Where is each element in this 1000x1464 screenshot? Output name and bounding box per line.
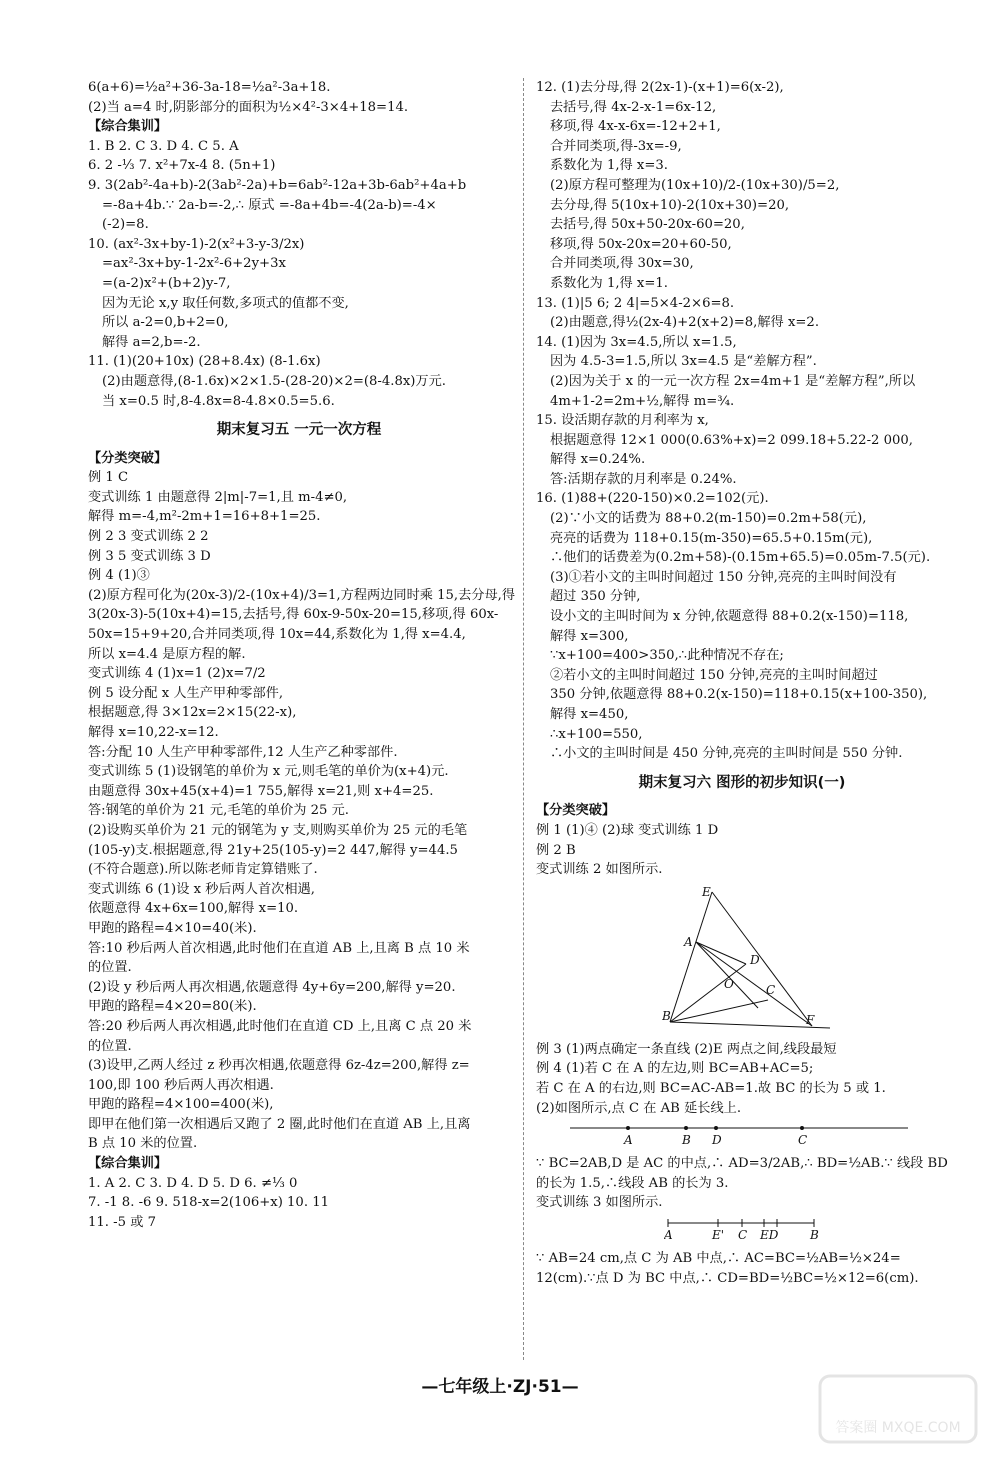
left-column <box>88 78 516 1232</box>
fig3-label-ed: ED <box>760 1227 779 1242</box>
text-line: ∴x+100=550, <box>550 726 643 742</box>
text-line: 的长为 1.5,∴线段 AB 的长为 3. <box>536 1175 729 1191</box>
text-line: 当 x=0.5 时,8-4.8x=8-4.8×0.5=5.6. <box>102 393 335 409</box>
fig1-label-b: B <box>662 1008 671 1023</box>
text-line: ∴他们的话费差为(0.2m+58)-(0.15m+65.5)=0.05m-7.5(元). <box>550 550 931 566</box>
text-line: 依题意得 4x+6x=100,解得 x=10. <box>88 901 299 917</box>
text-line: 变式训练 3 如图所示. <box>536 1195 663 1211</box>
text-line: 甲跑的路程=4×20=80(米). <box>88 999 257 1015</box>
text-line: 设小文的主叫时间为 x 分钟,依题意得 88+0.2(x-150)=118, <box>550 609 909 625</box>
text-line: 因为无论 x,y 取任何数,多项式的值都不变, <box>102 295 349 311</box>
text-line: 所以 x=4.4 是原方程的解. <box>88 646 246 662</box>
text-line: (2)由题意得,(8-1.6x)×2×1.5-(28-20)×2=(8-4.8x)万元. <box>102 373 446 389</box>
fig2-label-c: C <box>798 1133 808 1148</box>
text-line: 答:分配 10 人生产甲种零部件,12 人生产乙种零部件. <box>88 744 398 760</box>
svg-text:答案圈 MXQE.COM: 答案圈 MXQE.COM <box>835 1420 961 1436</box>
chapter-title: 期末复习六 图形的初步知识(一) <box>638 774 846 791</box>
fig1-label-o: O <box>724 976 734 991</box>
text-line: 解得 x=450, <box>550 707 629 722</box>
text-line: 去分母,得 5(10x+10)-2(10x+30)=20, <box>550 197 790 213</box>
text-line: 变式训练 1 由题意得 2|m|-7=1,且 m-4≠0, <box>88 489 348 505</box>
text-line: 根据题意,得 3×12x=2×15(22-x), <box>88 705 297 721</box>
fig1-label-e: E <box>702 884 711 899</box>
text-line: 9. 3(2ab²-4a+b)-2(3ab²-2a)+b=6ab²-12a+3b-6ab²+4a+b <box>88 177 467 193</box>
text-line: 3(20x-3)-5(10x+4)=15,去括号,得 60x-9-50x-20=15,移项,得 60x- <box>88 607 499 623</box>
text-line: 1. B 2. C 3. D 4. C 5. A <box>88 138 239 154</box>
text-line: ∵ BC=2AB,D 是 AC 的中点,∴ AD=3/2AB,∴ BD=½AB.∵ 线段 BD <box>536 1156 948 1172</box>
text-line: 所以 a-2=0,b+2=0, <box>102 315 229 331</box>
text-line: 50x=15+9+20,合并同类项,得 10x=44,系数化为 1,得 x=4.4, <box>88 627 466 643</box>
fig2-label-d: D <box>712 1133 722 1148</box>
text-line: (2)如图所示,点 C 在 AB 延长线上. <box>536 1100 742 1116</box>
section-heading: 【分类突破】 <box>536 803 616 819</box>
text-line: (2)设购买单价为 21 元的钢笔为 y 支,则购买单价为 25 元的毛笔 <box>88 822 468 838</box>
text-line: 1. A 2. C 3. D 4. D 5. D 6. ≠⅓ 0 <box>88 1175 298 1191</box>
text-line: 系数化为 1,得 x=1. <box>550 275 668 291</box>
text-line: 350 分钟,依题意得 88+0.2(x-150)=118+0.15(x+100-350), <box>550 687 928 703</box>
text-line: 根据题意得 12×1 000(0.63%+x)=2 099.18+5.22-2 000, <box>550 432 913 448</box>
fig3-label-a: A <box>664 1227 673 1242</box>
text-line: 合并同类项,得-3x=-9, <box>550 138 682 154</box>
text-line: 15. 设活期存款的月利率为 x, <box>536 413 709 429</box>
text-line: (2)当 a=4 时,阴影部分的面积为½×4²-3×4+18=14. <box>88 99 409 115</box>
text-line: ②若小文的主叫时间超过 150 分钟,亮亮的主叫时间超过 <box>550 667 878 683</box>
text-line: 去括号,得 4x-2-x-1=6x-12, <box>550 99 717 115</box>
text-line: 超过 350 分钟, <box>550 589 641 605</box>
fig2-label-b: B <box>682 1133 691 1148</box>
text-line: 解得 a=2,b=-2. <box>102 334 201 350</box>
section-heading: 【综合集训】 <box>88 1156 168 1172</box>
text-line: 若 C 在 A 的右边,则 BC=AC-AB=1.故 BC 的长为 5 或 1. <box>536 1080 886 1096</box>
text-line: 例 2 B <box>536 842 576 858</box>
text-line: (2)由题意,得½(2x-4)+2(x+2)=8,解得 x=2. <box>550 315 820 331</box>
text-line: 例 5 设分配 x 人生产甲种零部件, <box>88 685 284 701</box>
chapter-title: 期末复习五 一元一次方程 <box>216 422 382 439</box>
text-line: 的位置. <box>88 1038 132 1054</box>
text-line: 即甲在他们第一次相遇后又跑了 2 圈,此时他们在直道 AB 上,且离 <box>88 1116 471 1132</box>
fig3-label-c: C <box>738 1227 748 1242</box>
text-line: (3)①若小文的主叫时间超过 150 分钟,亮亮的主叫时间没有 <box>550 569 897 585</box>
text-line: 的位置. <box>88 960 132 976</box>
text-line: 11. (1)(20+10x) (28+8.4x) (8-1.6x) <box>88 354 321 370</box>
text-line: 例 3 5 变式训练 3 D <box>88 548 211 564</box>
fig3-label-e1: E' <box>712 1227 725 1242</box>
watermark-logo <box>818 1374 978 1444</box>
text-line: 变式训练 6 (1)设 x 秒后两人首次相遇, <box>88 881 315 897</box>
text-line: =-8a+4b.∵ 2a-b=-2,∴ 原式 =-8a+4b=-4(2a-b)=-4× <box>102 197 437 213</box>
text-line: 甲跑的路程=4×100=400(米), <box>88 1097 274 1113</box>
text-line: 14. (1)因为 3x=4.5,所以 x=1.5, <box>536 334 737 350</box>
page-footer: —七年级上·ZJ·51— <box>421 1377 579 1397</box>
text-line: 答:20 秒后两人再次相遇,此时他们在直道 CD 上,且离 C 点 20 米 <box>88 1018 472 1034</box>
text-line: 解得 x=10,22-x=12. <box>88 725 219 740</box>
segment-figure-2 <box>536 1217 948 1243</box>
text-line: 13. (1)|5 6; 2 4|=5×4-2×6=8. <box>536 295 735 311</box>
text-line: 解得 x=0.24%. <box>550 452 646 468</box>
text-line: =(a-2)x²+(b+2)y-7, <box>102 275 231 291</box>
segment-figure-1 <box>536 1122 948 1148</box>
text-line: 4m+1-2=2m+½,解得 m=¾. <box>550 393 735 409</box>
text-line: 11. -5 或 7 <box>88 1214 156 1230</box>
text-line: 答:钢笔的单价为 21 元,毛笔的单价为 25 元. <box>88 803 349 819</box>
text-line: ∵ AB=24 cm,点 C 为 AB 中点,∴ AC=BC=½AB=½×24= <box>536 1250 901 1266</box>
text-line: 例 2 3 变式训练 2 2 <box>88 529 209 545</box>
text-line: (2)原方程可整理为(10x+10)/2-(10x+30)/5=2, <box>550 177 840 193</box>
text-line: (2)∵小文的话费为 88+0.2(m-150)=0.2m+58(元), <box>550 511 867 527</box>
text-line: 由题意得 30x+45(x+4)=1 755,解得 x=21,则 x+4=25. <box>88 783 434 799</box>
text-line: 去括号,得 50x+50-20x-60=20, <box>550 217 745 233</box>
fig1-label-d: D <box>750 952 760 967</box>
text-line: ∵x+100=400>350,∴此种情况不存在; <box>550 648 784 664</box>
triangle-figure <box>536 884 948 1034</box>
text-line: 例 1 C <box>88 470 129 486</box>
text-line: 12. (1)去分母,得 2(2x-1)-(x+1)=6(x-2), <box>536 80 784 95</box>
text-line: (2)设 y 秒后两人再次相遇,依题意得 4y+6y=200,解得 y=20. <box>88 979 456 995</box>
text-line: (2)原方程可化为(20x-3)/2-(10x+4)/3=1,方程两边同时乘 15,去分母,得 <box>88 587 516 603</box>
text-line: 解得 m=-4,m²-2m+1=16+8+1=25. <box>88 509 321 525</box>
text-line: ∴小文的主叫时间是 450 分钟,亮亮的主叫时间是 550 分钟. <box>550 746 903 762</box>
text-line: B 点 10 米的位置. <box>88 1136 198 1152</box>
text-line: 答:10 秒后两人首次相遇,此时他们在直道 AB 上,且离 B 点 10 米 <box>88 940 470 956</box>
fig1-label-c: C <box>766 982 776 997</box>
text-line: 亮亮的话费为 118+0.15(m-350)=65.5+0.15m(元), <box>550 530 873 546</box>
text-line: =ax²-3x+by-1-2x²-6+2y+3x <box>102 256 286 272</box>
text-line: 例 4 (1)若 C 在 A 的左边,则 BC=AB+AC=5; <box>536 1061 814 1077</box>
text-line: 6. 2 -⅓ 7. x²+7x-4 8. (5n+1) <box>88 158 276 174</box>
text-line: (不符合题意).所以陈老师肯定算错账了. <box>88 862 318 878</box>
section-heading: 【分类突破】 <box>88 450 168 466</box>
text-line: 10. (ax²-3x+by-1)-2(x²+3-y-3/2x) <box>88 236 305 252</box>
text-line: 移项,得 4x-x-6x=-12+2+1, <box>550 119 721 135</box>
right-column <box>536 78 948 1288</box>
text-line: 6(a+6)=½a²+36-3a-18=½a²-3a+18. <box>88 80 331 95</box>
fig3-label-b: B <box>810 1227 819 1242</box>
text-line: 合并同类项,得 30x=30, <box>550 256 694 272</box>
text-line: 因为 4.5-3=1.5,所以 3x=4.5 是“差解方程”. <box>550 354 817 370</box>
section-heading: 【综合集训】 <box>88 119 168 135</box>
text-line: 100,即 100 秒后两人再次相遇. <box>88 1077 274 1093</box>
text-line: 例 3 (1)两点确定一条直线 (2)E 两点之间,线段最短 <box>536 1041 837 1057</box>
fig2-label-a: A <box>624 1133 633 1148</box>
text-line: 移项,得 50x-20x=20+60-50, <box>550 236 732 252</box>
text-line: (3)设甲,乙两人经过 z 秒再次相遇,依题意得 6z-4z=200,解得 z= <box>88 1058 470 1074</box>
text-line: (2)因为关于 x 的一元一次方程 2x=4m+1 是“差解方程”,所以 <box>550 373 916 389</box>
text-line: 7. -1 8. -6 9. 518-x=2(106+x) 10. 11 <box>88 1195 329 1211</box>
text-line: 12(cm).∵点 D 为 BC 中点,∴ CD=BD=½BC=½×12=6(cm). <box>536 1270 919 1286</box>
fig1-label-f: F <box>806 1012 815 1027</box>
text-line: 系数化为 1,得 x=3. <box>550 158 668 174</box>
column-divider <box>523 78 525 1360</box>
text-line: 变式训练 4 (1)x=1 (2)x=7/2 <box>88 666 266 682</box>
text-line: 解得 x=300, <box>550 628 629 644</box>
text-line: 甲跑的路程=4×10=40(米). <box>88 920 257 936</box>
text-line: (-2)=8. <box>102 217 149 233</box>
text-line: (105-y)支.根据题意,得 21y+25(105-y)=2 447,解得 y=44.5 <box>88 842 458 858</box>
text-line: 变式训练 5 (1)设钢笔的单价为 x 元,则毛笔的单价为(x+4)元. <box>88 764 449 780</box>
text-line: 例 4 (1)③ <box>88 568 150 584</box>
text-line: 例 1 (1)④ (2)球 变式训练 1 D <box>536 822 719 838</box>
text-line: 变式训练 2 如图所示. <box>536 862 663 878</box>
fig1-label-a: A <box>684 934 693 949</box>
text-line: 答:活期存款的月利率是 0.24%. <box>550 471 737 487</box>
text-line: 16. (1)88+(220-150)×0.2=102(元). <box>536 491 769 507</box>
